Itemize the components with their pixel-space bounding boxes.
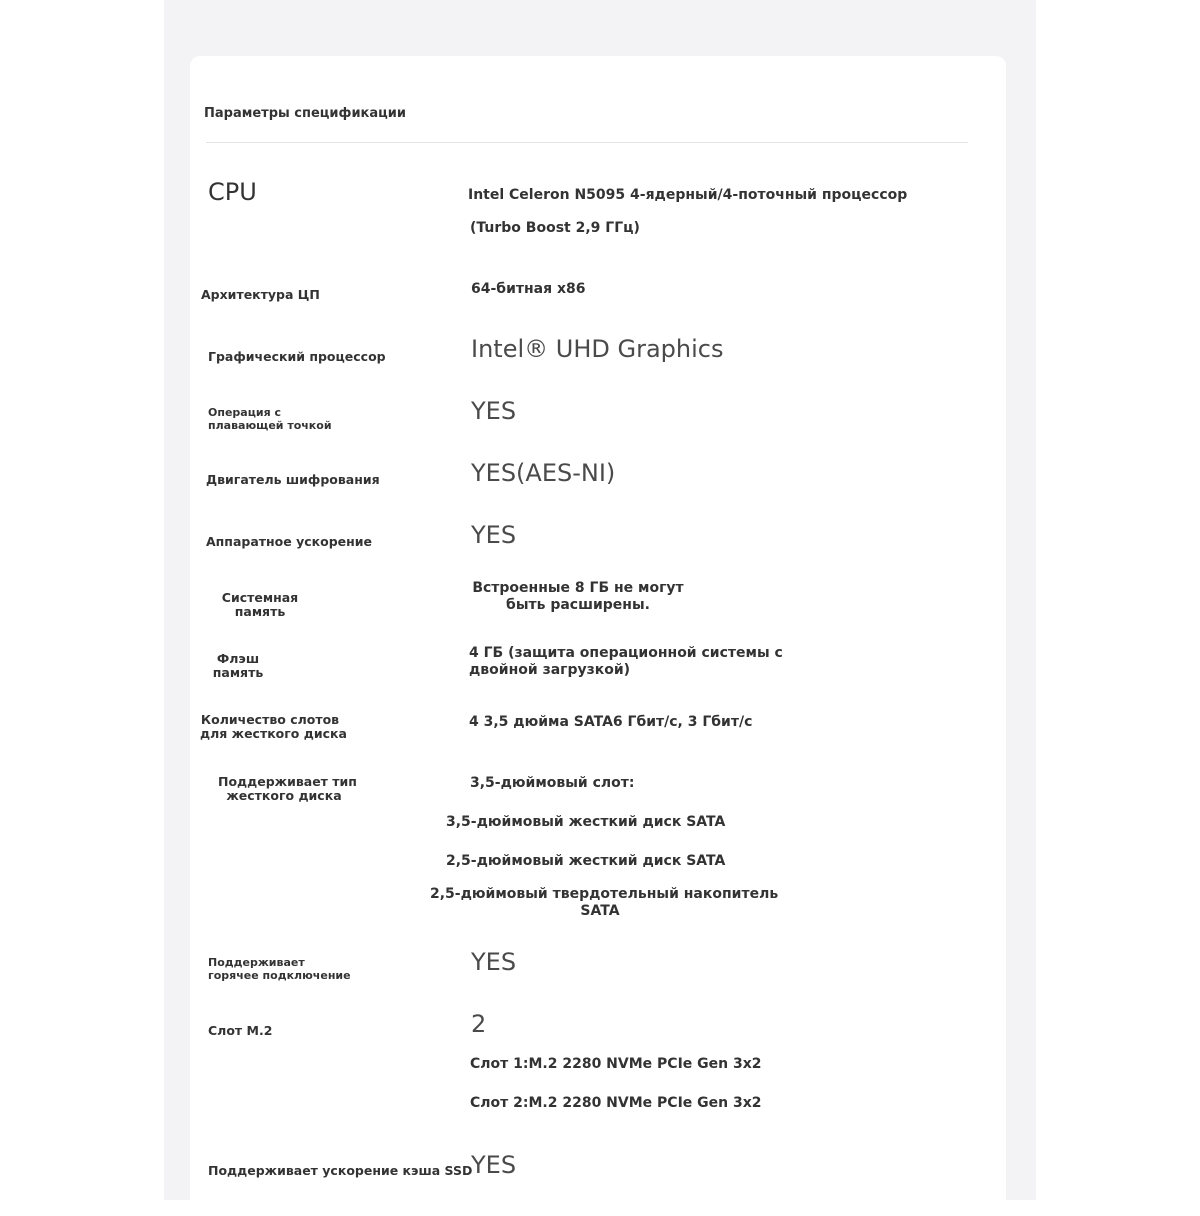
- label-cpu: CPU: [208, 178, 257, 206]
- label-disk-type: [218, 774, 357, 803]
- value-m2-slot2: Слот 2:M.2 2280 NVMe PCIe Gen 3x2: [470, 1095, 762, 1111]
- value-disk-type-line1: 3,5-дюймовый слот:: [470, 775, 635, 791]
- label-drive-bays: [200, 712, 347, 741]
- label-m2-slot: Слот M.2: [208, 1023, 273, 1038]
- value-disk-type-line5: SATA: [580, 903, 620, 919]
- value-flash-memory-line2: двойной загрузкой): [469, 662, 631, 678]
- value-cpu-line1: Intel Celeron N5095 4-ядерный/4-поточный процессор: [468, 187, 908, 203]
- label-floating-point-line1: Операция с: [208, 406, 281, 419]
- value-ssd-cache: YES: [471, 1151, 517, 1179]
- value-hot-plug: YES: [471, 948, 517, 976]
- label-disk-type-line1: Поддерживает тип: [218, 774, 357, 789]
- label-system-memory-line1: Системная: [221, 590, 299, 605]
- label-flash-memory-line1: Флэш: [216, 651, 260, 666]
- title-divider: [206, 142, 968, 143]
- value-cpu-line2: (Turbo Boost 2,9 ГГц): [470, 220, 640, 236]
- value-m2-count: 2: [471, 1010, 487, 1038]
- value-disk-type-line4: 2,5-дюймовый твердотельный накопитель: [430, 886, 779, 902]
- value-disk-type-ssd: [430, 886, 779, 920]
- value-encryption-engine: YES(AES-NI): [471, 459, 616, 487]
- value-flash-memory-line1: 4 ГБ (защита операционной системы с: [469, 645, 783, 661]
- label-hardware-acceleration: Аппаратное ускорение: [206, 534, 372, 549]
- value-m2-slot1: Слот 1:M.2 2280 NVMe PCIe Gen 3x2: [470, 1056, 762, 1072]
- label-hot-plug: [208, 956, 351, 982]
- label-floating-point-line2: плавающей точкой: [208, 419, 332, 432]
- label-gpu: Графический процессор: [208, 349, 386, 364]
- label-floating-point: [208, 406, 332, 432]
- label-flash-memory: [208, 652, 268, 680]
- value-system-memory-line1: Встроенные 8 ГБ не могут: [472, 580, 684, 596]
- label-hot-plug-line2: горячее подключение: [208, 969, 351, 982]
- label-system-memory: [210, 591, 310, 619]
- value-flash-memory: [469, 645, 783, 679]
- value-system-memory: [468, 580, 688, 614]
- value-floating-point: YES: [471, 397, 517, 425]
- label-hot-plug-line1: Поддерживает: [208, 956, 305, 969]
- value-system-memory-line2: быть расширены.: [506, 597, 650, 613]
- value-disk-type-line3: 2,5-дюймовый жесткий диск SATA: [446, 853, 726, 869]
- value-cpu-architecture: 64-битная x86: [471, 281, 586, 297]
- label-system-memory-line2: память: [234, 604, 286, 619]
- label-cpu-architecture: Архитектура ЦП: [201, 287, 320, 302]
- label-drive-bays-line2: для жесткого диска: [200, 726, 347, 741]
- value-disk-type-line2: 3,5-дюймовый жесткий диск SATA: [446, 814, 726, 830]
- label-drive-bays-line1: Количество слотов: [200, 712, 340, 727]
- label-flash-memory-line2: память: [212, 665, 264, 680]
- section-title: Параметры спецификации: [204, 106, 407, 121]
- value-gpu: Intel® UHD Graphics: [471, 335, 724, 363]
- label-ssd-cache: Поддерживает ускорение кэша SSD: [208, 1163, 473, 1178]
- label-disk-type-line2: жесткого диска: [226, 788, 342, 803]
- label-encryption-engine: Двигатель шифрования: [206, 472, 380, 487]
- value-drive-bays: 4 3,5 дюйма SATA6 Гбит/с, 3 Гбит/с: [469, 714, 753, 730]
- value-hardware-acceleration: YES: [471, 521, 517, 549]
